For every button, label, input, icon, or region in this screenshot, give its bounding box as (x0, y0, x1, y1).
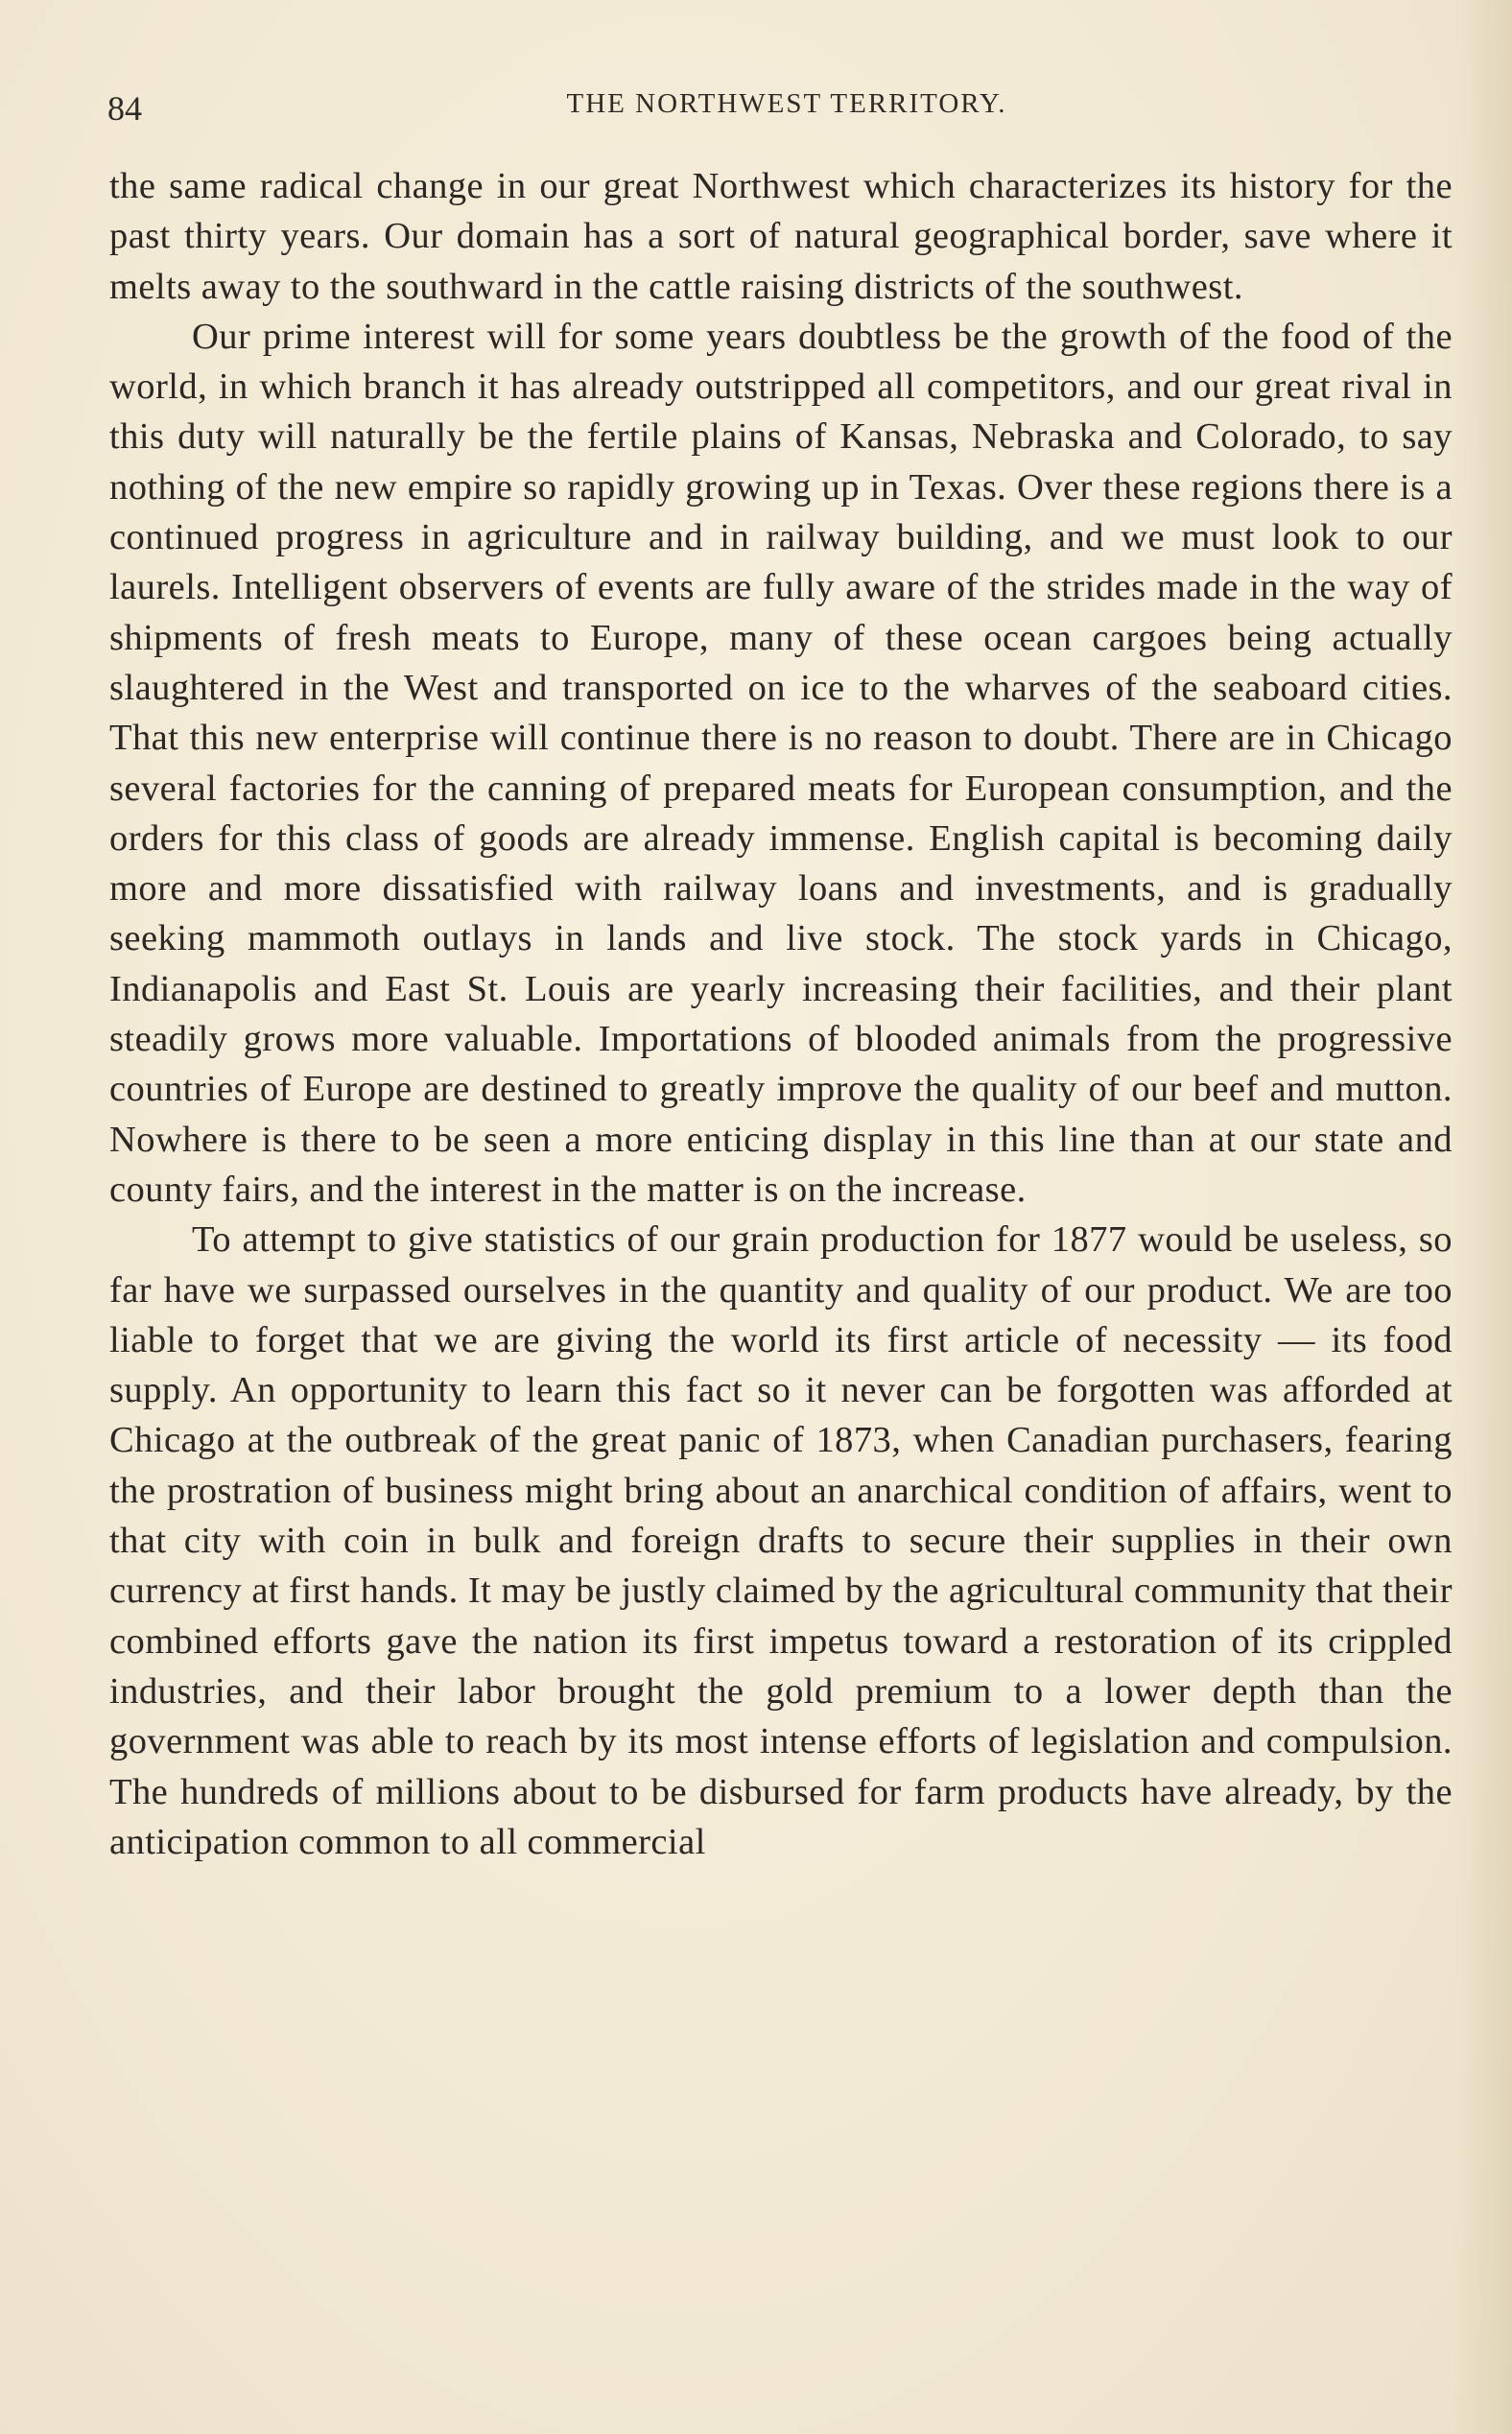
page-edge-shadow (1454, 0, 1512, 2434)
body-text (109, 161, 1453, 1867)
paragraph-food-of-the-world: Our prime interest will for some years doubtless be the growth of the food of the world, in which branch it has already outstripped all competitors, and our great rival in this duty will naturally be the fertile plains of Kansas, Nebraska and Colorado, to say nothing of the new empire so rapidly growing up in Texas. Over these regions there is a continued progress in agriculture and in railway building, and we must look to our laurels. Intelligent observers of events are fully aware of the strides made in the way of shipments of fresh meats to Europe, many of these ocean cargoes being actually slaughtered in the West and transported on ice to the wharves of the seaboard cities. That this new enterprise will continue there is no reason to doubt. There are in Chicago several factories for the canning of prepared meats for European consumption, and the orders for this class of goods are already immense. English capital is becoming daily more and more dissatisfied with railway loans and investments, and is gradually seeking mammoth outlays in lands and live stock. The stock yards in Chicago, Indianapolis and East St. Louis are yearly increasing their facilities, and their plant steadily grows more valuable. Importations of blooded animals from the progressive countries of Europe are destined to greatly improve the quality of our beef and mutton. Nowhere is there to be seen a more enticing display in this line than at our state and county fairs, and the interest in the matter is on the increase. (109, 316, 1453, 1210)
paragraph-grain-production: To attempt to give statistics of our grain production for 1877 would be useless, so far have we surpassed ourselves in the quantity and quality of our product. We are too liable to forget that we are giving the world its first article of necessity — its food supply. An opportunity to learn this fact so it never can be forgotten was afforded at Chicago at the outbreak of the great panic of 1873, when Canadian purchasers, fearing the prostration of business might bring about an anarchical condition of affairs, went to that city with coin in bulk and foreign drafts to secure their supplies in their own currency at first hands. It may be justly claimed by the agricultural community that their combined efforts gave the nation its first impetus toward a restoration of its crippled industries, and their labor brought the gold premium to a lower depth than the government was able to reach by its most intense efforts of legislation and compulsion. The hundreds of millions about to be disbursed for farm products have already, by the anticipation common to all commercial (109, 1219, 1453, 1862)
running-head (107, 81, 1456, 138)
page-number: 84 (107, 89, 142, 128)
paragraph-continuation: the same radical change in our great Northwest which characterizes its history for the past thirty years. Our domain has a sort of natural geographical border, save where it melts away to the southward in the cattle raising districts of the southwest. (109, 166, 1453, 307)
running-title: THE NORTHWEST TERRITORY. (566, 88, 1007, 119)
